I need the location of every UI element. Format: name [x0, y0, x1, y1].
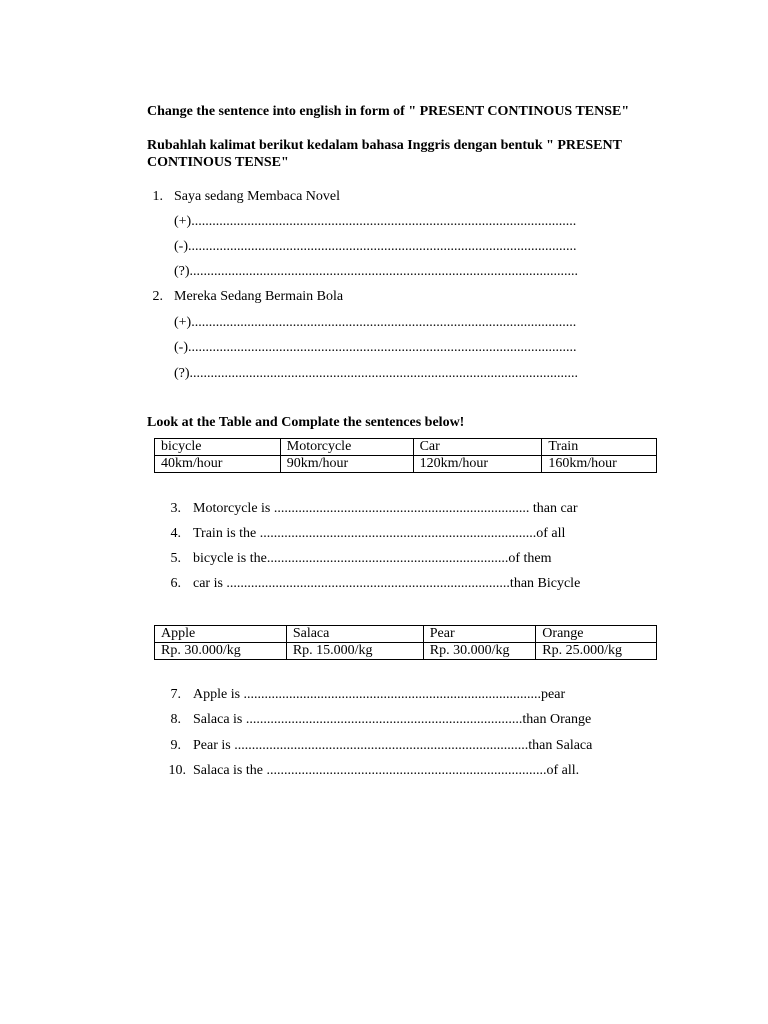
comparison-sentence: Pear is ....................................................................................than Salaca [193, 738, 593, 753]
comparison-sentence: Salaca is ...............................................................................than Orange [193, 712, 592, 727]
table-cell: 40km/hour [155, 456, 281, 473]
table-header-cell: Apple [155, 626, 287, 643]
table-row [155, 456, 657, 473]
table-row [155, 643, 657, 660]
comparison-sentence: Salaca is the ................................................................................of all. [193, 763, 580, 778]
item-number: 7. [170, 687, 181, 702]
item-number: 4. [170, 526, 181, 541]
table-header-cell: bicycle [155, 439, 281, 456]
item-sentence: Mereka Sedang Bermain Bola [174, 289, 344, 304]
table-header-cell: Salaca [286, 626, 423, 643]
table-cell: Rp. 15.000/kg [286, 643, 423, 660]
table-cell: 90km/hour [280, 456, 413, 473]
comparison-sentence: car is .................................................................................than Bicycle [193, 576, 581, 591]
comparison-sentence: Train is the ...............................................................................of all [193, 526, 566, 541]
item-number: 1. [152, 189, 163, 204]
answer-line-question: (?)............................................................................................................... [174, 264, 579, 279]
answer-line-negative: (-)............................................................................................................... [174, 239, 577, 254]
answer-line-positive: (+).............................................................................................................. [174, 214, 577, 229]
instruction-english: Change the sentence into english in form of " PRESENT CONTINOUS TENSE" [147, 104, 630, 119]
item-number: 6. [170, 576, 181, 591]
table-cell: 160km/hour [542, 456, 657, 473]
table-row [155, 439, 657, 456]
instruction-indonesian: Rubahlah kalimat berikut kedalam bahasa Inggris dengan bentuk " PRESENT CONTINOUS TENSE" [147, 138, 622, 170]
item-number: 8. [170, 712, 181, 727]
table-header-cell: Motorcycle [280, 439, 413, 456]
item-number: 9. [170, 738, 181, 753]
table-cell: 120km/hour [413, 456, 542, 473]
item-number: 10. [168, 763, 186, 778]
comparison-sentence: bicycle is the.....................................................................of them [193, 551, 552, 566]
table-header-cell: Pear [423, 626, 536, 643]
item-number: 2. [152, 289, 163, 304]
comparison-sentence: Apple is .....................................................................................pear [193, 687, 566, 702]
answer-line-question: (?)............................................................................................................... [174, 366, 579, 381]
table-header-cell: Train [542, 439, 657, 456]
table-cell: Rp. 25.000/kg [536, 643, 657, 660]
speed-table [154, 438, 657, 473]
answer-line-positive: (+).............................................................................................................. [174, 315, 577, 330]
table-cell: Rp. 30.000/kg [155, 643, 287, 660]
price-table [154, 625, 657, 660]
section-title: Look at the Table and Complate the sentences below! [147, 415, 465, 430]
item-sentence: Saya sedang Membaca Novel [174, 189, 340, 204]
table-header-cell: Car [413, 439, 542, 456]
item-number: 5. [170, 551, 181, 566]
table-row [155, 626, 657, 643]
table-header-cell: Orange [536, 626, 657, 643]
comparison-sentence: Motorcycle is ......................................................................... than car [193, 501, 578, 516]
table-cell: Rp. 30.000/kg [423, 643, 536, 660]
item-number: 3. [170, 501, 181, 516]
answer-line-negative: (-)............................................................................................................... [174, 340, 577, 355]
